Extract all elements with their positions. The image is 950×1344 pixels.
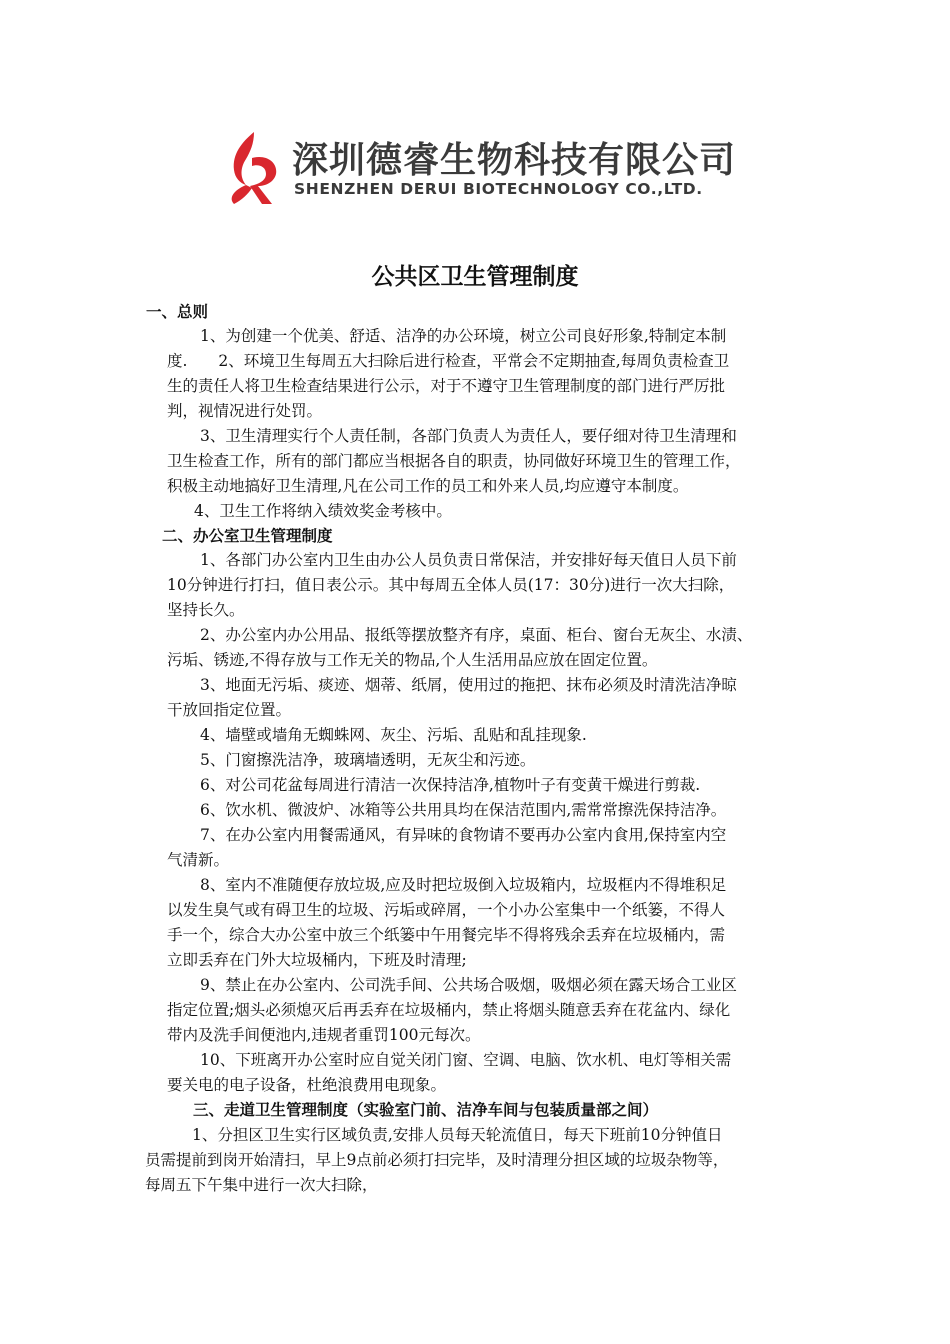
paragraph-line: 生的责任人将卫生检查结果进行公示，对于不遵守卫生管理制度的部门进行严厉批 [167,377,726,395]
paragraph-line: 积极主动地搞好卫生清理,凡在公司工作的员工和外来人员,均应遵守本制度。 [167,477,689,495]
paragraph-line: 污垢、锈迹,不得存放与工作无关的物品,个人生活用品应放在固定位置。 [167,651,658,669]
paragraph-line: 坚持长久。 [167,601,245,619]
paragraph-line: 10、下班离开办公室时应自觉关闭门窗、空调、电脑、饮水机、电灯等相关需 [200,1051,732,1069]
paragraph-line: 1、各部门办公室内卫生由办公人员负责日常保洁，并安排好每天值日人员下前 [200,551,737,569]
derui-logo-mark-icon [220,128,290,208]
paragraph-line: 6、饮水机、微波炉、冰箱等公共用具均在保洁范围内,需常常擦洗保持洁净。 [200,801,727,819]
company-logo [220,128,740,208]
paragraph-line: 7、在办公室内用餐需通风，有异味的食物请不要再办公室内食用,保持室内空 [200,826,727,844]
paragraph-line: 4、墙壁或墙角无蜘蛛网、灰尘、污垢、乱贴和乱挂现象. [200,726,587,744]
section-heading-corridor: 三、走道卫生管理制度（实验室门前、洁净车间与包装质量部之间） [193,1101,659,1119]
section-heading-office: 二、办公室卫生管理制度 [162,527,333,545]
paragraph-line: 要关电的电子设备，杜绝浪费用电现象。 [167,1076,447,1094]
paragraph-line: 立即丢弃在门外大垃圾桶内，下班及时清理; [167,951,467,969]
paragraph-line: 每周五下午集中进行一次大扫除， [145,1176,378,1194]
paragraph-line: 1、分担区卫生实行区域负责,安排人员每天轮流值日，每天下班前10分钟值日 [192,1126,723,1144]
paragraph-line: 度. 2、环境卫生每周五大扫除后进行检查，平常会不定期抽查,每周负责检查卫 [167,352,730,370]
section-heading-general: 一、总则 [146,303,209,321]
paragraph-line: 6、对公司花盆每周进行清洁一次保持洁净,植物叶子有变黄干燥进行剪裁. [200,776,701,794]
paragraph-line: 3、地面无污垢、痰迹、烟蒂、纸屑，使用过的拖把、抹布必须及时清洗洁净晾 [200,676,737,694]
paragraph-line: 手一个，综合大办公室中放三个纸篓中午用餐完毕不得将残余丢弃在垃圾桶内，需 [167,926,726,944]
paragraph-line: 以发生臭气或有碍卫生的垃圾、污垢或碎屑，一个小办公室集中一个纸篓，不得人 [167,901,726,919]
company-name-cn: 深圳德睿生物科技有限公司 [292,140,737,181]
company-name-en: SHENZHEN DERUI BIOTECHNOLOGY CO.,LTD. [294,180,703,198]
document-title: 公共区卫生管理制度 [371,264,579,290]
paragraph-line: 判，视情况进行处罚。 [167,402,323,420]
paragraph-line: 1、为创建一个优美、舒适、洁净的办公环境，树立公司良好形象,特制定本制 [200,327,727,345]
paragraph-line: 2、办公室内办公用品、报纸等摆放整齐有序，桌面、柜台、窗台无灰尘、水渍、 [200,626,753,644]
paragraph-line: 5、门窗擦洗洁净，玻璃墙透明，无灰尘和污迹。 [200,751,536,769]
paragraph-line: 8、室内不准随便存放垃圾,应及时把垃圾倒入垃圾箱内，垃圾框内不得堆积足 [200,876,727,894]
paragraph-line: 员需提前到岗开始清扫，早上9点前必须打扫完毕，及时清理分担区域的垃圾杂物等， [145,1151,729,1169]
paragraph-line: 3、卫生清理实行个人责任制，各部门负责人为责任人，要仔细对待卫生清理和 [200,427,737,445]
paragraph-line: 干放回指定位置。 [167,701,292,719]
paragraph-line: 带内及洗手间便池内,违规者重罚100元每次。 [167,1026,481,1044]
paragraph-line: 卫生检查工作，所有的部门都应当根据各自的职责，协同做好环境卫生的管理工作， [167,452,741,470]
paragraph-line: 指定位置;烟头必须熄灭后再丢弃在垃圾桶内，禁止将烟头随意丢弃在花盆内、绿化 [167,1001,731,1019]
paragraph-line: 气清新。 [167,851,230,869]
paragraph-line: 9、禁止在办公室内、公司洗手间、公共场合吸烟，吸烟必须在露天场合工业区 [200,976,737,994]
paragraph-line: 10分钟进行打扫，值日表公示。其中每周五全体人员(17：30分)进行一次大扫除， [167,576,735,594]
paragraph-line: 4、卫生工作将纳入绩效奖金考核中。 [194,502,452,520]
